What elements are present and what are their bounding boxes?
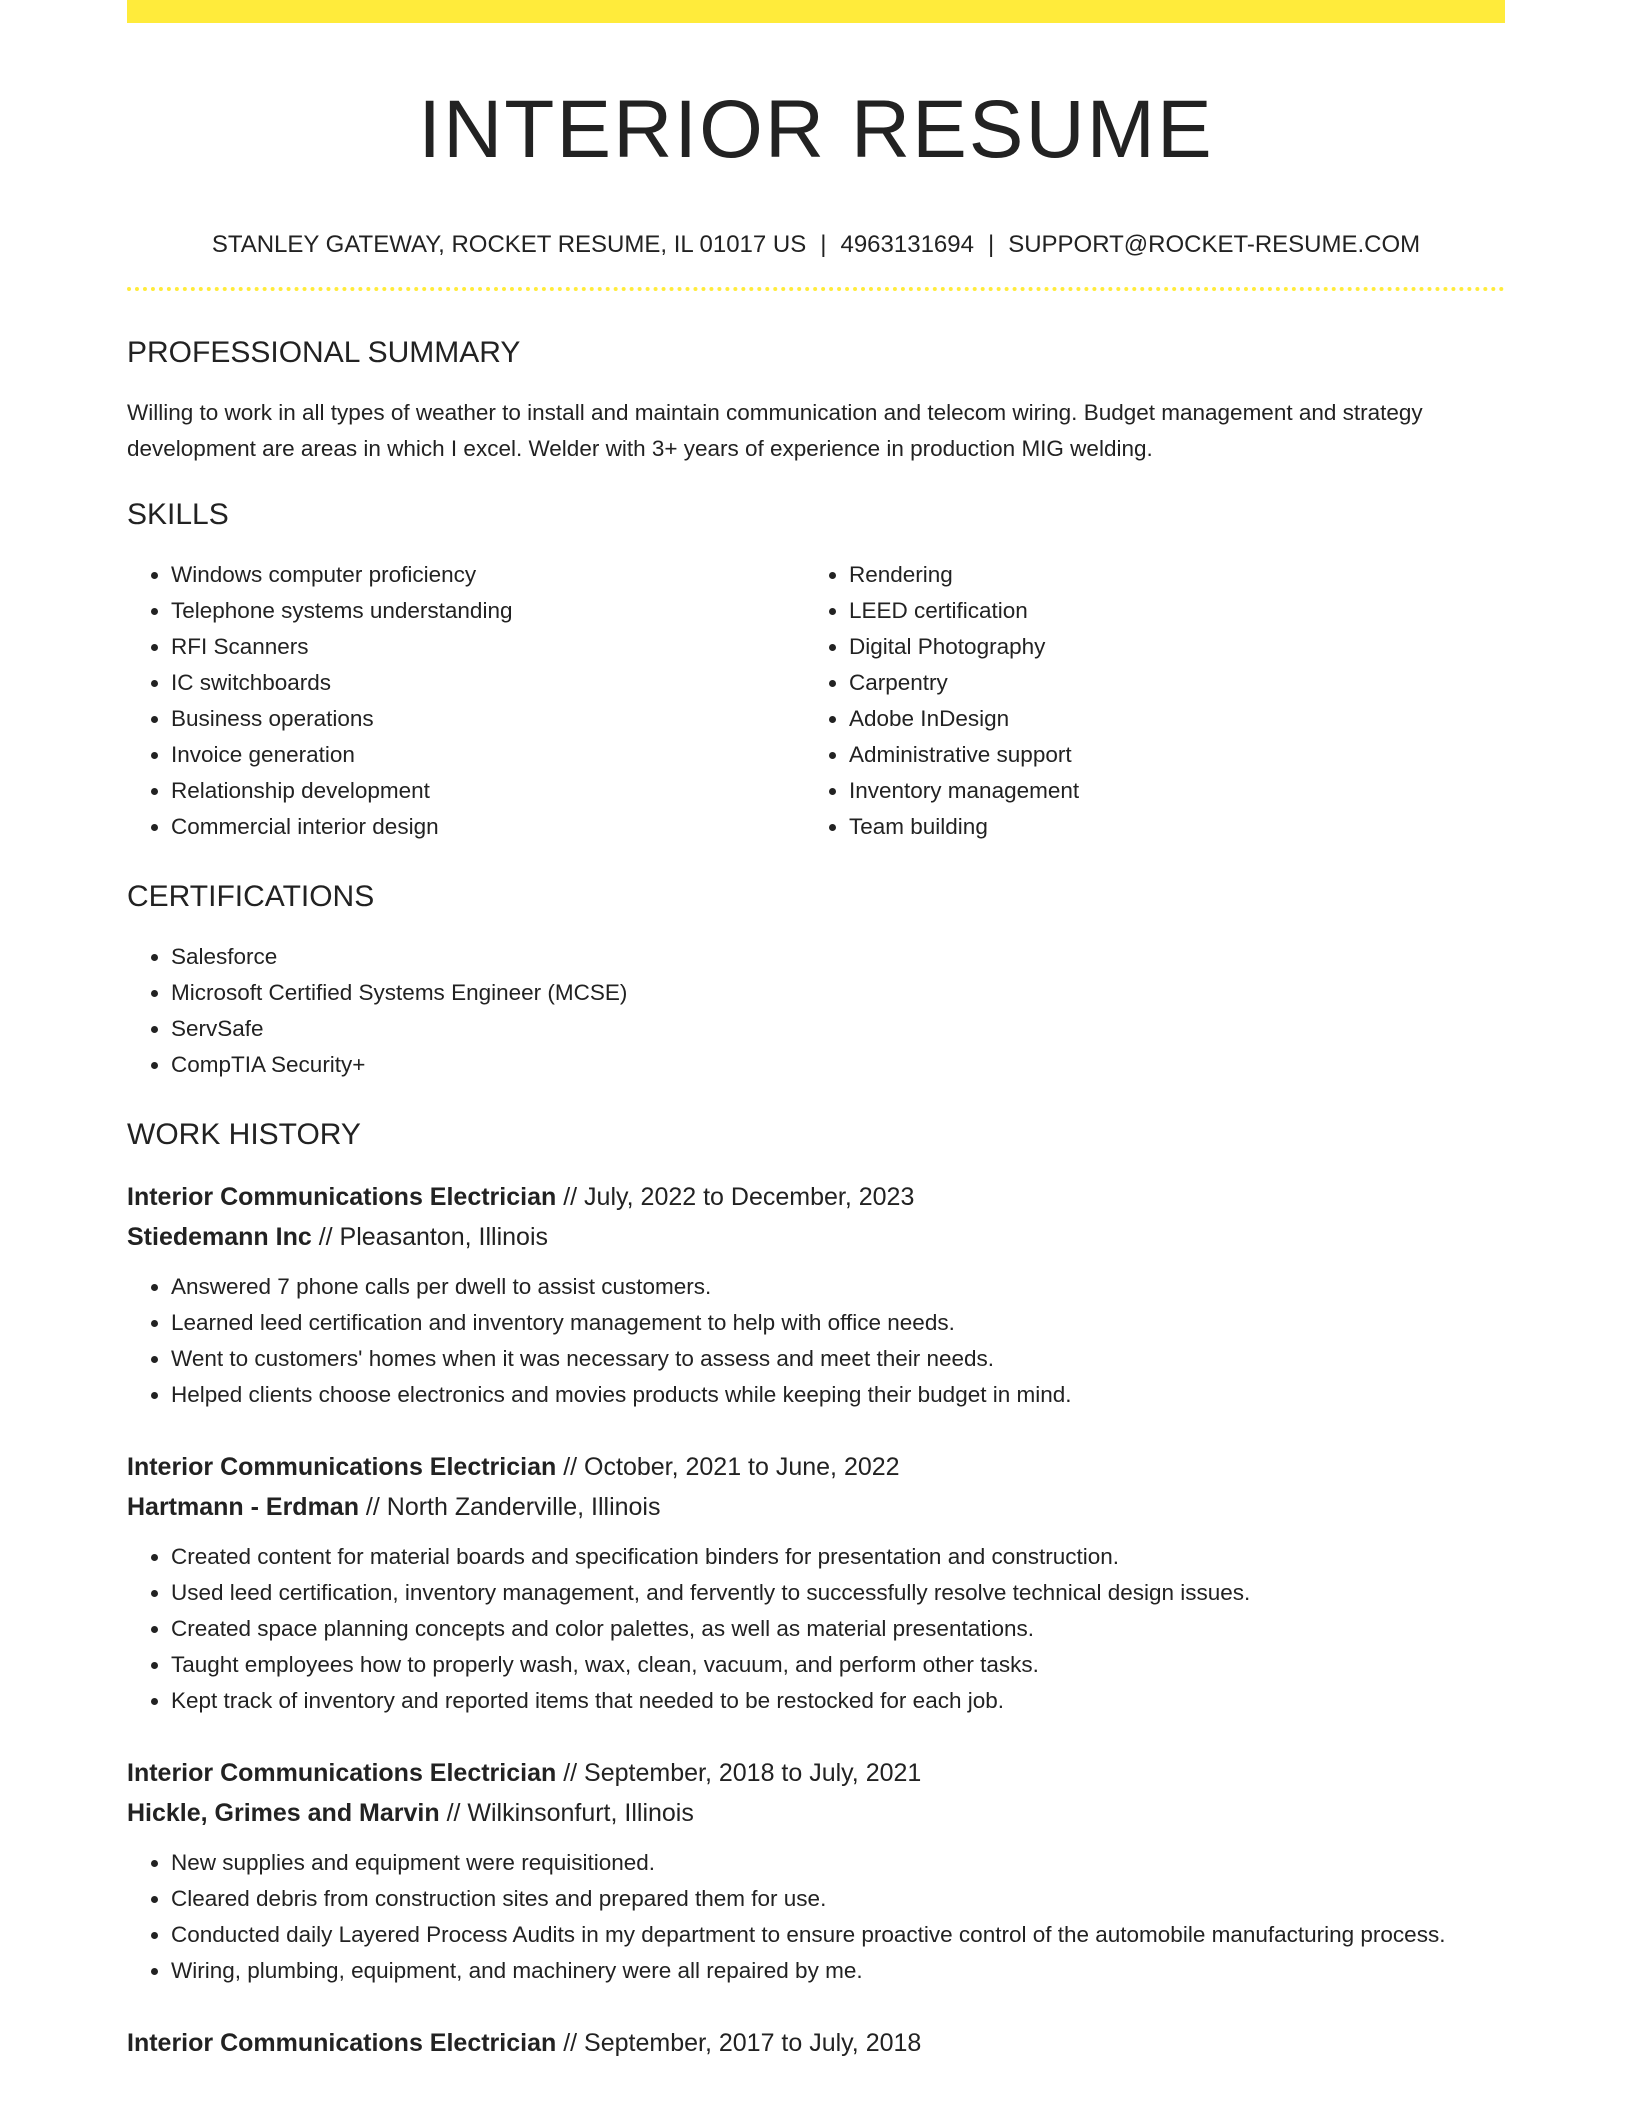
job-bullets [127, 1269, 1505, 1413]
job-bullet: • Created space planning concepts and color palettes, as well as material presentations. [171, 1611, 1505, 1647]
skill-item: • Telephone systems understanding [171, 593, 805, 629]
job-title-line [127, 1447, 1505, 1487]
certification-item: • Salesforce [171, 939, 1505, 975]
skills-list-right [805, 557, 1483, 845]
contact-phone: 4963131694 [840, 231, 974, 258]
skill-item: • Carpentry [849, 665, 1483, 701]
certifications-heading: CERTIFICATIONS [127, 880, 375, 913]
job-dates: // October, 2021 to June, 2022 [556, 1453, 900, 1481]
contact-separator: | [820, 231, 827, 258]
job-title: Interior Communications Electrician [127, 1183, 557, 1211]
job-bullet: • New supplies and equipment were requisitioned. [171, 1845, 1505, 1881]
job-entry [127, 1447, 1505, 1719]
certification-item: • ServSafe [171, 1011, 1505, 1047]
skill-item: • Commercial interior design [171, 809, 805, 845]
skill-item: • IC switchboards [171, 665, 805, 701]
skill-item: • Digital Photography [849, 629, 1483, 665]
top-accent-bar [127, 0, 1505, 23]
summary-text: Willing to work in all types of weather to install and maintain communication and telecom wiring. Budget management and strategy development are areas in which I excel. Welder with 3+ years of experience in production MIG welding. [127, 400, 1423, 461]
skill-item: • RFI Scanners [171, 629, 805, 665]
dotted-divider [127, 287, 1505, 291]
work-history-heading: WORK HISTORY [127, 1118, 361, 1151]
skills-grid [127, 557, 1505, 845]
contact-email: SUPPORT@ROCKET-RESUME.COM [1008, 231, 1421, 258]
job-bullet: • Answered 7 phone calls per dwell to assist customers. [171, 1269, 1505, 1305]
job-company: Stiedemann Inc [127, 1223, 312, 1251]
job-bullet: • Taught employees how to properly wash, wax, clean, vacuum, and perform other tasks. [171, 1647, 1505, 1683]
job-company-line [127, 1487, 1505, 1527]
job-bullet: • Conducted daily Layered Process Audits in my department to ensure proactive control of the automobile manufacturing process. [171, 1917, 1505, 1953]
contact-address: STANLEY GATEWAY, ROCKET RESUME, IL 01017 US [211, 231, 807, 258]
job-bullet: • Created content for material boards and specification binders for presentation and construction. [171, 1539, 1505, 1575]
skill-item: • Business operations [171, 701, 805, 737]
skill-item: • Inventory management [849, 773, 1483, 809]
job-company-line [127, 1793, 1505, 1833]
skills-column-left [127, 557, 805, 845]
skill-item: • LEED certification [849, 593, 1483, 629]
job-entry [127, 2023, 1505, 2063]
contact-line [127, 230, 1505, 260]
job-bullets [127, 1845, 1505, 1989]
skill-item: • Relationship development [171, 773, 805, 809]
job-bullet: • Helped clients choose electronics and movies products while keeping their budget in mind. [171, 1377, 1505, 1413]
job-bullet: • Used leed certification, inventory management, and fervently to successfully resolve technical design issues. [171, 1575, 1505, 1611]
job-title: Interior Communications Electrician [127, 1453, 557, 1481]
skill-item: • Adobe InDesign [849, 701, 1483, 737]
skill-item: • Invoice generation [171, 737, 805, 773]
job-dates: // September, 2018 to July, 2021 [556, 1759, 922, 1787]
skill-item: • Team building [849, 809, 1483, 845]
job-title-line [127, 1753, 1505, 1793]
job-title: Interior Communications Electrician [127, 2029, 557, 2057]
job-location: // Wilkinsonfurt, Illinois [439, 1799, 694, 1827]
job-entry [127, 1177, 1505, 1413]
certification-item: • CompTIA Security+ [171, 1047, 1505, 1083]
job-bullet: • Learned leed certification and inventory management to help with office needs. [171, 1305, 1505, 1341]
resume-title: INTERIOR RESUME [418, 84, 1214, 175]
skill-item: • Administrative support [849, 737, 1483, 773]
job-bullet: • Kept track of inventory and reported items that needed to be restocked for each job. [171, 1683, 1505, 1719]
job-bullet: • Wiring, plumbing, equipment, and machinery were all repaired by me. [171, 1953, 1505, 1989]
contact-separator: | [987, 231, 995, 258]
job-bullet: • Went to customers' homes when it was necessary to assess and meet their needs. [171, 1341, 1505, 1377]
job-company-line [127, 1217, 1505, 1257]
job-location: // Pleasanton, Illinois [311, 1223, 549, 1251]
job-title-line [127, 2023, 1505, 2063]
resume-page [127, 0, 1505, 2063]
certification-item: • Microsoft Certified Systems Engineer (MCSE) [171, 975, 1505, 1011]
job-dates: // July, 2022 to December, 2023 [556, 1183, 915, 1211]
skills-column-right [805, 557, 1483, 845]
job-location: // North Zanderville, Illinois [358, 1493, 661, 1521]
skill-item: • Rendering [849, 557, 1483, 593]
job-bullet: • Cleared debris from construction sites and prepared them for use. [171, 1881, 1505, 1917]
job-entry [127, 1753, 1505, 1989]
job-company: Hartmann - Erdman [127, 1493, 359, 1521]
job-bullets [127, 1539, 1505, 1719]
skill-item: • Windows computer proficiency [171, 557, 805, 593]
job-title-line [127, 1177, 1505, 1217]
skills-list-left [127, 557, 805, 845]
job-title: Interior Communications Electrician [127, 1759, 557, 1787]
job-company: Hickle, Grimes and Marvin [127, 1799, 440, 1827]
job-dates: // September, 2017 to July, 2018 [556, 2029, 922, 2057]
certifications-list [127, 939, 1505, 1083]
skills-heading: SKILLS [127, 498, 229, 531]
summary-heading: PROFESSIONAL SUMMARY [127, 336, 521, 369]
